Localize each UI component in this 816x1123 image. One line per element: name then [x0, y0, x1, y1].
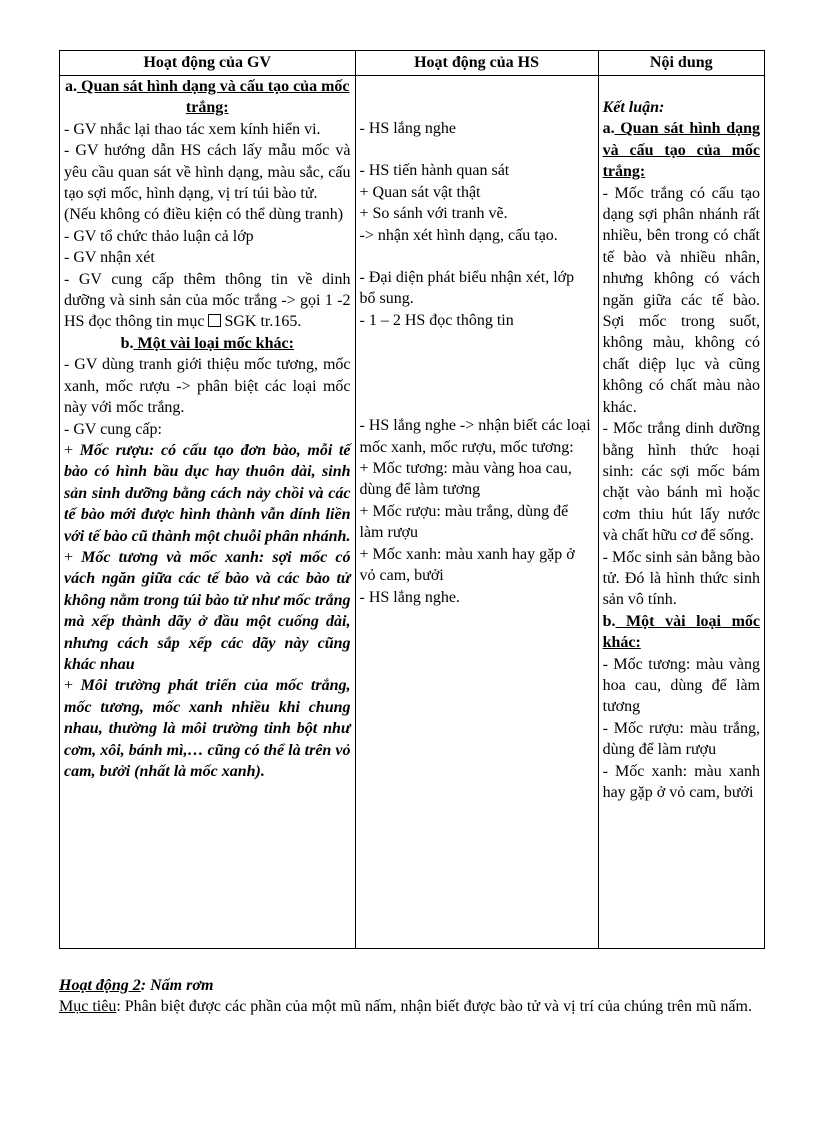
- hs-para: - 1 – 2 HS đọc thông tin: [359, 311, 514, 329]
- hs-para: - HS lắng nghe -> nhận biết các loại mốc xanh, mốc rượu, mốc tương:: [359, 417, 591, 456]
- content-column: [598, 76, 764, 949]
- gv-para: (Nếu không có điều kiện có thể dùng tranh): [64, 206, 344, 224]
- content-para: - Mốc trắng có cấu tạo dạng sợi phân nhánh rất nhiều, bên trong có chất tế bào và nhiều nhân, nhưng không có vách ngăn giữa các tế bào. Sợi mốc trong suốt, không màu, không có chất diệp lục và cũng không có chất màu nào khác.: [602, 184, 760, 416]
- conclusion-label: Kết luận:: [602, 99, 665, 116]
- content-para: - Mốc tương: màu vàng hoa cau, dùng để làm tương: [602, 655, 760, 716]
- gv-column: [60, 76, 356, 949]
- content-section-a-title: a. Quan sát hình dạng và cấu tạo của mốc trắng:: [602, 120, 760, 181]
- gv-para: + Mốc rượu: có cấu tạo đơn bào, mỗi tế bào có hình bầu dục hay thuôn dài, sinh sản sinh dưỡng bằng cách nảy chồi và các tế bào mới được hình thành vẫn dính liền với tế bào cũ thành một chuỗi phân nhánh.: [64, 441, 351, 545]
- hs-para: + Quan sát vật thật: [359, 183, 481, 201]
- hs-para: -> nhận xét hình dạng, cấu tạo.: [359, 226, 558, 244]
- content-para: - Mốc trắng dinh dưỡng bằng hình thức hoại sinh: các sợi mốc bám chặt vào bánh mì hoặc cơm thiu hút lấy nước và chất hữu cơ để sống.: [602, 420, 760, 545]
- activity-goal: Mục tiêu: Phân biệt được các phần của một mũ nấm, nhận biết được bào tử và vị trí của chúng trên mũ nấm.: [59, 998, 752, 1015]
- gv-para: - GV cung cấp:: [64, 420, 162, 438]
- hs-para: - HS tiến hành quan sát: [359, 162, 510, 180]
- gv-para: - GV dùng tranh giới thiệu mốc tương, mốc xanh, mốc rượu -> phân biệt các loại mốc này với mốc trắng.: [64, 356, 351, 417]
- header-content: Nội dung: [598, 51, 764, 76]
- gv-section-b-title: b. Một vài loại mốc khác:: [120, 334, 294, 352]
- content-section-b-title: b. Một vài loại mốc khác:: [602, 612, 760, 652]
- gv-para: - GV tổ chức thảo luận cả lớp: [64, 227, 254, 245]
- gv-para: - GV hướng dẫn HS cách lấy mẫu mốc và yêu cầu quan sát về hình dạng, màu sắc, cấu tạo sợi mốc, hình dạng, vị trí túi bào tử.: [64, 142, 351, 203]
- gv-para: - GV nhận xét: [64, 249, 155, 267]
- hs-para: + So sánh với tranh vẽ.: [359, 205, 508, 223]
- table-row: [60, 76, 765, 949]
- gv-para: - GV nhắc lại thao tác xem kính hiển vi.: [64, 120, 321, 138]
- hs-para: - HS lắng nghe.: [359, 588, 460, 606]
- hs-para: + Mốc xanh: màu xanh hay gặp ở vỏ cam, bưởi: [359, 545, 575, 585]
- content-para: - Mốc sinh sản bằng bào tử. Đó là hình thức sinh sản vô tính.: [602, 548, 760, 609]
- hs-para: + Mốc rượu: màu trắng, dùng để làm rượu: [359, 502, 569, 542]
- gv-para: + Mốc tương và mốc xanh: sợi mốc có vách ngăn giữa các tế bào và các bào tử không nằm trong túi bào tử như mốc trắng mà xếp thành dãy ở đầu một cuống dài, nhưng cách sắp xếp các dãy này cũng khác nhau: [64, 548, 351, 673]
- gv-para: + Môi trường phát triển của mốc trắng, mốc tương, mốc xanh nhiều khi chung nhau, thường là môi trường tinh bột như cơm, xôi, bánh mì,… cũng có thể là trên vỏ cam, bưởi (nhất là mốc xanh).: [64, 677, 351, 780]
- gv-section-a-title: a. Quan sát hình dạng và cấu tạo của mốc trắng:: [65, 78, 350, 117]
- hs-para: - HS lắng nghe: [359, 120, 456, 137]
- table-header-row: [60, 51, 765, 76]
- content-para: - Mốc xanh: màu xanh hay gặp ở vỏ cam, bưởi: [602, 762, 760, 801]
- activity-heading: Hoạt động 2: Nấm rơm: [59, 977, 214, 994]
- hs-para: + Mốc tương: màu vàng hoa cau, dùng để làm tương: [359, 460, 572, 499]
- header-hs: Hoạt động của HS: [355, 51, 598, 76]
- header-gv: Hoạt động của GV: [60, 51, 356, 76]
- hs-column: [355, 76, 598, 949]
- lesson-table: [59, 50, 765, 949]
- content-para: - Mốc rượu: màu trắng, dùng để làm rượu: [602, 719, 760, 759]
- gv-para: - GV cung cấp thêm thông tin về dinh dưỡng và sinh sản của mốc trắng -> gọi 1 -2 HS đọc thông tin mục SGK tr.165.: [64, 270, 351, 331]
- book-icon: [208, 314, 221, 327]
- hs-para: - Đại diện phát biểu nhận xét, lớp bổ sung.: [359, 269, 575, 308]
